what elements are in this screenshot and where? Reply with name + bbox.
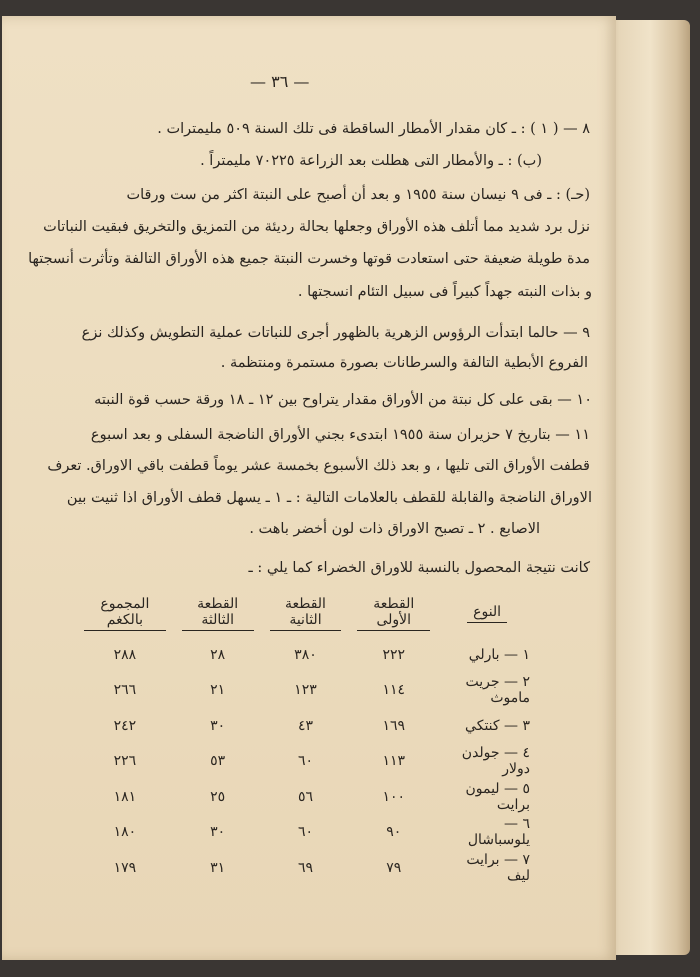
paragraph-8c-line4: و بذات النبته جهداً كبيراً فى سبيل التئام انسجتها . <box>297 284 592 300</box>
cell-plot-1: ١٠٠ <box>382 788 406 805</box>
cell-total: ٢٨٨ <box>113 646 137 663</box>
cell-total: ٢٦٦ <box>113 682 137 699</box>
cell-plot-2: ١٢٣ <box>294 682 317 699</box>
cell-plot-1: ١٦٩ <box>382 717 406 734</box>
cell-plot-1: ٢٢٢ <box>382 646 406 663</box>
cell-total: ١٧٩ <box>113 859 137 876</box>
cell-plot-2: ٦٩ <box>297 859 313 876</box>
table-row <box>76 673 536 709</box>
cell-plot-2: ٤٣ <box>297 717 313 734</box>
paragraph-8c-line3: مدة طويلة ضعيفة حتى استعادت قوتها وخسرت النبتة جميع هذه الأوراق التالفة وتأثرت أنسجتها <box>28 251 590 267</box>
cell-type: ٦ — يلوسباشال <box>467 816 530 849</box>
table-row <box>76 850 536 886</box>
paragraph-8c-line2: نزل برد شديد مما أتلف هذه الأوراق وجعلها بحالة رديئة من التمزيق والتخريق فبقيت النباتات <box>43 219 590 235</box>
cell-plot-1: ١١٤ <box>382 682 406 699</box>
paragraph-11-line4: الاصابع . ٢ ـ تصبح الاوراق ذات لون أخضر باهت . <box>249 521 540 537</box>
cell-plot-1: ١١٣ <box>382 753 406 770</box>
table-row <box>76 779 536 815</box>
paragraph-11-line1: ١١ — بتاريخ ٧ حزيران سنة ١٩٥٥ ابتدىء بجني الأوراق الناضجة السفلى و بعد اسبوع <box>90 427 590 443</box>
cell-type: ٥ — ليمون برايت <box>465 780 530 813</box>
header-plot-2: القطعة الثانية <box>262 596 350 637</box>
paragraph-8c-line1: (حـ) : ـ فى ٩ نيسان سنة ١٩٥٥ و بعد أن أصبح على النبتة اكثر من ست ورقات <box>126 187 590 203</box>
cell-total: ٢٢٦ <box>113 753 137 770</box>
cell-plot-3: ٣٠ <box>210 824 226 841</box>
header-plot-1: القطعة الأولى <box>349 596 438 637</box>
table-row <box>76 744 536 780</box>
cell-type: ٢ — جريت ماموث <box>465 674 530 707</box>
table-row <box>76 708 536 744</box>
cell-type: ٣ — كنتكي <box>465 717 530 734</box>
cell-total: ١٨١ <box>113 788 137 805</box>
header-plot-3: القطعة الثالثة <box>174 596 262 637</box>
paragraph-8a: ٨ — ( ١ ) : ـ كان مقدار الأمطار الساقطة فى تلك السنة ٥٠٩ مليمترات . <box>157 121 590 137</box>
cell-plot-2: ٣٨٠ <box>294 646 317 663</box>
table-header-row <box>76 596 536 637</box>
cell-plot-3: ٥٣ <box>210 753 226 770</box>
cell-type: ٤ — جولدن دولار <box>461 745 530 778</box>
table-row <box>76 815 536 851</box>
cell-plot-2: ٥٦ <box>297 788 313 805</box>
paragraph-8b: (ب) : ـ والأمطار التى هطلت بعد الزراعة ٧٠٢٢٥ مليمتراً . <box>200 153 542 169</box>
cell-plot-3: ٢٥ <box>210 788 226 805</box>
cell-plot-3: ٣١ <box>210 859 226 876</box>
header-type: النوع <box>438 596 536 637</box>
table-intro: كانت نتيجة المحصول بالنسبة للاوراق الخضراء كما يلي : ـ <box>248 560 590 576</box>
cell-total: ١٨٠ <box>113 824 137 841</box>
paragraph-11-line3: الاوراق الناضجة والقابلة للقطف بالعلامات التالية : ـ ١ ـ يسهل قطف الأوراق اذا ثنيت بين <box>66 490 592 506</box>
cell-plot-2: ٦٠ <box>297 824 313 841</box>
table-row <box>76 637 536 673</box>
cell-type: ١ — بارلي <box>468 646 530 663</box>
yield-table <box>76 596 536 886</box>
header-total-kg: المجموع بالكغم <box>76 596 174 637</box>
paragraph-10: ١٠ — بقى على كل نبتة من الأوراق مقدار يتراوح بين ١٢ ـ ١٨ ورقة حسب قوة النبته <box>94 392 592 408</box>
cell-plot-1: ٩٠ <box>386 824 402 841</box>
page-number: — ٣٦ — <box>250 72 310 91</box>
paragraph-11-line2: قطفت الأوراق التى تليها ، و بعد ذلك الأسبوع بخمسة عشر يوماً قطفت باقي الاوراق. تعرف <box>47 458 590 474</box>
cell-total: ٢٤٢ <box>113 717 137 734</box>
cell-type: ٧ — برايت ليف <box>466 851 530 884</box>
cell-plot-3: ٢١ <box>210 682 226 699</box>
paragraph-9-line1: ٩ — حالما ابتدأت الرؤوس الزهرية بالظهور أجرى للنباتات عملية التطويش وكذلك نزع <box>81 325 590 341</box>
cell-plot-3: ٢٨ <box>210 646 226 663</box>
cell-plot-3: ٣٠ <box>210 717 226 734</box>
cell-plot-1: ٧٩ <box>386 859 402 876</box>
cell-plot-2: ٦٠ <box>297 753 313 770</box>
paragraph-9-line2: الفروع الأبطية التالفة والسرطانات بصورة مستمرة ومنتظمة . <box>220 355 588 371</box>
